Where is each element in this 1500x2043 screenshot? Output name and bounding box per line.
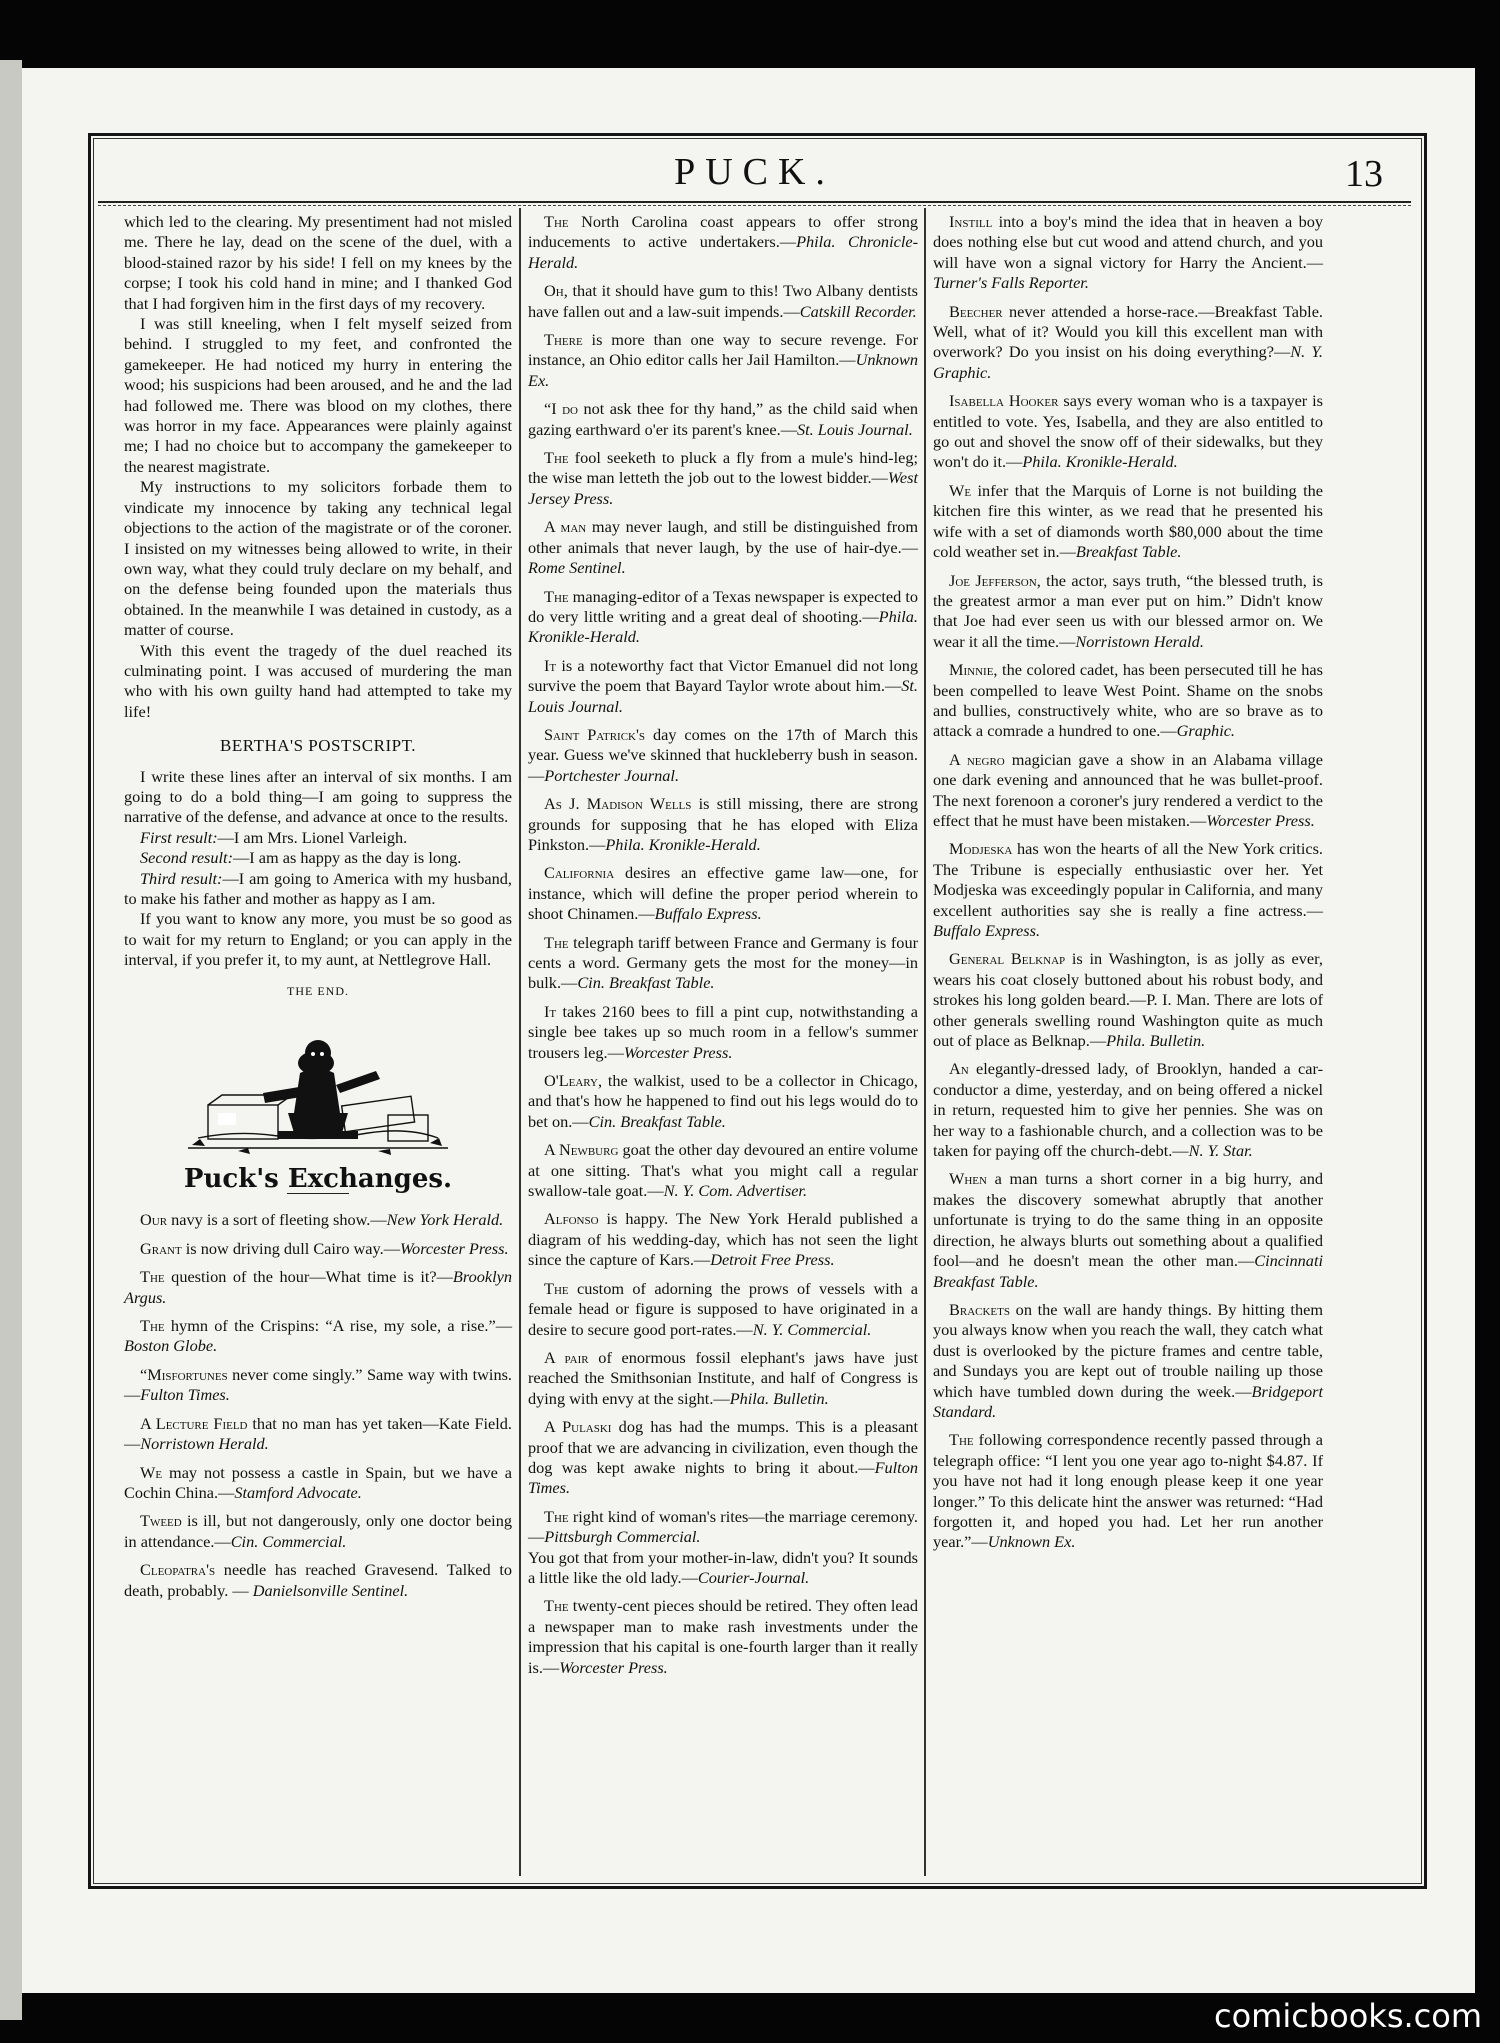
item-source: West Jersey Press. bbox=[528, 468, 918, 508]
item-lead: Alfonso bbox=[544, 1209, 599, 1229]
the-end: THE END. bbox=[287, 983, 349, 998]
exchange-item bbox=[933, 1300, 1323, 1422]
item-source: Unknown Ex. bbox=[987, 1532, 1076, 1552]
item-source: Turner's Falls Reporter. bbox=[933, 273, 1089, 293]
exchange-item bbox=[528, 517, 918, 578]
item-source: Fulton Times. bbox=[140, 1385, 230, 1405]
item-text: may never laugh, and still be distinguished from other animals that never laugh, by the use of hair-dye.— bbox=[528, 517, 919, 557]
exchange-item bbox=[933, 1430, 1323, 1552]
item-text: is still missing, there are strong grounds for supposing that he has eloped with Eliza Pinkston.— bbox=[528, 794, 919, 854]
exchange-item bbox=[528, 1071, 918, 1132]
item-text: custom of adorning the prows of vessels with a female head or figure is supposed to have originated in a desire to secure good port-rates.— bbox=[528, 1278, 918, 1339]
item-lead: O'Leary, bbox=[544, 1071, 603, 1091]
exchange-item bbox=[124, 1365, 512, 1406]
exchange-item bbox=[124, 1463, 512, 1504]
site-watermark: comicbooks.com bbox=[1213, 1997, 1482, 2035]
item-source: Worcester Press. bbox=[623, 1042, 733, 1062]
exchange-item bbox=[528, 794, 918, 855]
item-lead: Minnie, bbox=[949, 660, 998, 680]
item-source: N. Y. Graphic. bbox=[933, 342, 1323, 382]
item-text: dog has had the mumps. This is a pleasant proof that we are advancing in civilization, even though the dog was kept awake nights to bring it about.— bbox=[528, 1417, 918, 1477]
item-source: Norristown Herald. bbox=[140, 1434, 269, 1454]
result-label: Third result: bbox=[140, 868, 223, 888]
item-lead: The bbox=[140, 1267, 165, 1287]
exchange-item bbox=[124, 1316, 512, 1357]
item-lead: Joe Jefferson, bbox=[949, 570, 1041, 590]
item-lead: Oh, bbox=[544, 281, 568, 301]
item-text: the walkist, used to be a collector in Chicago, and that's how he happened to find out his legs would do to bet on.— bbox=[528, 1071, 918, 1131]
item-lead: Modjeska bbox=[949, 839, 1013, 859]
item-source: Phila. Bulletin. bbox=[1106, 1031, 1206, 1051]
exchange-item bbox=[528, 330, 918, 391]
item-text: may not possess a castle in Spain, but we have a Cochin China.— bbox=[124, 1462, 512, 1502]
item-text: never come singly.” Same way with twins.— bbox=[124, 1364, 512, 1405]
postscript-closing: If you want to know any more, you must be so good as to wait for my return to England; or you can apply in the interval, if you prefer it, to my aunt, at Nettlegrove Hall. bbox=[124, 909, 512, 970]
exchange-item bbox=[124, 1239, 512, 1259]
exchange-item bbox=[528, 448, 918, 509]
item-text: navy is a sort of fleeting show.— bbox=[167, 1210, 387, 1230]
item-lead: Beecher bbox=[949, 301, 1003, 321]
item-source: New York Herald. bbox=[386, 1210, 504, 1230]
column-divider bbox=[924, 208, 926, 1876]
item-source: N. Y. Commercial. bbox=[752, 1319, 872, 1339]
item-lead: A Pulaski bbox=[544, 1417, 612, 1437]
exchange-item bbox=[124, 1560, 512, 1601]
column-2 bbox=[528, 212, 918, 1686]
item-source: Boston Globe. bbox=[124, 1336, 218, 1356]
exchange-item bbox=[528, 1209, 918, 1270]
item-text: of enormous fossil elephant's jaws have just reached the Smithsonian Institute, and half of Congress is dying with envy at the sight.— bbox=[528, 1347, 918, 1408]
item-text: is now driving dull Cairo way.— bbox=[181, 1238, 400, 1258]
item-text: is in Washington, is as jolly as ever, wears his coat closely buttoned about his robust body, and strokes his long golden beard.—P. I. Man. There are lots of other generals swelling round Washington quite as much out of place as Belknap.— bbox=[933, 949, 1323, 1051]
exchange-item bbox=[528, 656, 918, 717]
item-source: Worcester Press. bbox=[399, 1238, 509, 1258]
item-source: Brooklyn Argus. bbox=[124, 1267, 512, 1307]
item-source: Breakfast Table. bbox=[1075, 542, 1182, 562]
item-source: Danielsonville Sentinel. bbox=[252, 1580, 409, 1600]
exchange-item bbox=[528, 1348, 918, 1409]
item-text: says every woman who is a taxpayer is entitled to vote. Yes, Isabella, and they are also entitled to go out and shovel the snow off of their sidewalks, but they won't do it.— bbox=[933, 391, 1324, 472]
item-source: Worcester Press. bbox=[1206, 810, 1315, 830]
item-source: N. Y. Star. bbox=[1188, 1141, 1253, 1161]
exchange-item bbox=[528, 1507, 918, 1548]
item-source: Rome Sentinel. bbox=[528, 558, 626, 578]
item-text: that it should have gum to this! Two Albany dentists have fallen out and a law-suit impends.— bbox=[528, 281, 918, 321]
item-lead: The bbox=[544, 212, 569, 231]
exchange-item bbox=[528, 399, 918, 440]
story-paragraph: With this event the tragedy of the duel reached its culminating point. I was accused of murdering the man who with his own guilty hand had attempted to take my life! bbox=[124, 640, 512, 721]
exchange-item bbox=[528, 1140, 918, 1201]
item-lead: We bbox=[949, 480, 972, 500]
item-lead: The bbox=[544, 448, 569, 468]
story-paragraph: which led to the clearing. My presentiment had not misled me. There he lay, dead on the scene of the duel, with a blood-stained razor by his side! I fell on my knees by the corpse; I took his cold hand in mine; and I thanked God that I had forgiven him in the first days of my recovery. bbox=[124, 212, 512, 313]
item-source: Portchester Journal. bbox=[544, 765, 680, 785]
item-source: Pittsburgh Commercial. bbox=[544, 1527, 701, 1547]
item-source: Phila. Kronikle-Herald. bbox=[605, 834, 761, 854]
item-text: desires an effective game law—one, for instance, which will define the proper period wherein to shoot Chinamen.— bbox=[528, 863, 918, 924]
item-source: Catskill Recorder. bbox=[799, 301, 917, 321]
item-lead: Our bbox=[140, 1210, 168, 1230]
item-source: Cin. Breakfast Table. bbox=[577, 973, 715, 993]
item-lead: When bbox=[949, 1169, 987, 1189]
item-lead: A pair bbox=[544, 1347, 589, 1367]
exchange-item-continued bbox=[528, 1548, 918, 1589]
item-source: Unknown Ex. bbox=[528, 350, 918, 390]
item-lead: The bbox=[544, 1596, 569, 1616]
column-divider bbox=[519, 208, 521, 1876]
item-source: N. Y. Com. Advertiser. bbox=[663, 1181, 808, 1201]
masthead bbox=[88, 150, 1421, 198]
exchange-item bbox=[933, 212, 1323, 294]
item-lead: It bbox=[544, 655, 557, 675]
item-lead: Instill bbox=[949, 212, 993, 231]
result-line bbox=[124, 828, 512, 848]
item-text: a man turns a short corner in a big hurry, and makes the discovery somewhat abruptly that another unfortunate is trying to do the same thing in an opposite direction, he always blurts out something about a qualified fool—and he doesn't mean the other man.— bbox=[933, 1169, 1323, 1271]
item-source: Phila. Kronikle-Herald. bbox=[528, 606, 918, 647]
item-source: Phila. Bulletin. bbox=[729, 1388, 829, 1408]
exchange-item bbox=[933, 1169, 1323, 1291]
exchanges-title: Puck's Exchanges. bbox=[183, 1164, 453, 1195]
exchange-item bbox=[528, 863, 918, 924]
item-source: Courier-Journal. bbox=[697, 1567, 810, 1587]
item-text: is more than one way to secure revenge. For instance, an Ohio editor calls her Jail Hamilton.— bbox=[528, 330, 918, 370]
item-lead: Saint Patrick's bbox=[544, 724, 646, 744]
column-3 bbox=[933, 212, 1323, 1561]
item-source: St. Louis Journal. bbox=[796, 419, 913, 439]
item-source: Norristown Herald. bbox=[1075, 631, 1204, 651]
item-lead: A Newburg bbox=[544, 1140, 619, 1160]
result-label: First result: bbox=[140, 827, 218, 847]
item-text: elegantly-dressed lady, of Brooklyn, handed a car-conductor a dime, yesterday, and on being offered a nickel in return, requested him to give her pennies. She was on her way to a fashionable church, and a collection was to be taken for paying off the church-debt.— bbox=[933, 1059, 1323, 1161]
item-lead: The bbox=[140, 1316, 165, 1336]
postscript-intro: I write these lines after an interval of six months. I am going to do a bold thing—I am going to suppress the narrative of the defense, and advance at once to the results. bbox=[124, 766, 512, 827]
item-lead: Tweed bbox=[140, 1511, 182, 1531]
item-lead: It bbox=[544, 1001, 557, 1021]
exchange-item bbox=[528, 587, 918, 648]
item-source: Buffalo Express. bbox=[654, 904, 762, 924]
item-lead: California bbox=[544, 863, 615, 883]
exchange-item bbox=[933, 481, 1323, 563]
item-source: Cin. Commercial. bbox=[230, 1531, 347, 1551]
exchange-item bbox=[528, 212, 918, 273]
item-source: St. Louis Journal. bbox=[528, 676, 918, 716]
exchange-item bbox=[528, 1002, 918, 1063]
item-text: You got that from your mother-in-law, didn't you? It sounds a little like the old lady.— bbox=[528, 1547, 918, 1587]
item-lead: An bbox=[949, 1059, 969, 1079]
item-lead: The bbox=[949, 1430, 974, 1450]
item-text: not ask thee for thy hand,” as the child said when gazing earthward o'er its parent's knee.— bbox=[528, 399, 919, 439]
item-source: Buffalo Express. bbox=[933, 921, 1041, 940]
result-text: —I am going to America with my husband, to make his father and mother as happy as I am. bbox=[124, 868, 512, 908]
item-text: fool seeketh to pluck a fly from a mule's hind-leg; the wise man letteth the job out to the lowest bidder.— bbox=[528, 448, 918, 488]
item-source: Worcester Press. bbox=[559, 1657, 668, 1677]
item-lead: Grant bbox=[140, 1238, 182, 1258]
exchange-item bbox=[933, 302, 1323, 384]
item-lead: A Lecture Field bbox=[140, 1413, 248, 1433]
item-text: the actor, says truth, “the blessed truth, is the greatest armor a man ever put on him.” Didn't know that Joe had ever seen us with our blessed armor on. We wear it all the time.— bbox=[933, 570, 1323, 651]
masthead-title: PUCK. bbox=[674, 151, 835, 193]
page-number: 13 bbox=[1345, 153, 1383, 195]
item-lead: A negro bbox=[949, 749, 1005, 769]
item-text: that no man has yet taken—Kate Field.— bbox=[124, 1413, 512, 1454]
item-text: day comes on the 17th of March this year. Guess we've skinned that huckleberry bush in season.— bbox=[528, 724, 919, 785]
item-lead: The bbox=[544, 1278, 569, 1298]
item-lead: “Misfortunes bbox=[140, 1364, 228, 1384]
story-paragraph: My instructions to my solicitors forbade them to vindicate my innocence by taking any technical legal objections to the action of the magistrate or of the coroner. I insisted on my witnesses being allowed to write, in their own way, what they could truly declare on my behalf, and on the defense being founded upon the materials thus obtained. In the meanwhile I was detained in custody, as a matter of course. bbox=[124, 477, 512, 640]
item-text: telegraph tariff between France and Germany is four cents a word. Germany gets the most for the money—in bulk.— bbox=[528, 932, 918, 993]
item-text: into a boy's mind the idea that in heaven a boy does nothing else but cut wood and attend church, and you will have won a signal victory for Harry the Ancient.— bbox=[933, 212, 1323, 272]
item-lead: Cleopatra's bbox=[140, 1560, 216, 1580]
item-text: North Carolina coast appears to offer strong inducements to active undertakers.— bbox=[528, 212, 918, 252]
exchange-item bbox=[528, 725, 918, 786]
item-text: has won the hearts of all the New York critics. The Tribune is especially enthusiastic over her. Yet Modjeska was exceedingly popular in California, and many excellent authorities say she is really a fine actress.— bbox=[933, 839, 1323, 920]
result-line bbox=[124, 848, 512, 868]
item-source: Fulton Times. bbox=[528, 1457, 918, 1498]
story-paragraph: I was still kneeling, when I felt myself seized from behind. I struggled to my feet, and confronted the gamekeeper. He had noticed my hurry in entering the wood; his suspicions had been aroused, and he and the lad had followed me. There was blood on my clothes, there was horror in my face. Appearances were plainly against me; I had no choice but to accompany the gamekeeper to the nearest magistrate. bbox=[124, 314, 512, 476]
item-text: takes 2160 bees to fill a pint cup, notwithstanding a single bee takes up so much room in a fellow's summer trousers leg.— bbox=[528, 1001, 918, 1062]
item-source: Cin. Breakfast Table. bbox=[588, 1111, 726, 1131]
exchange-item bbox=[124, 1511, 512, 1552]
item-lead: The bbox=[544, 586, 569, 606]
item-source: Stamford Advocate. bbox=[234, 1482, 362, 1502]
exchange-item bbox=[933, 1059, 1323, 1161]
item-lead: As J. Madison Wells bbox=[544, 794, 692, 814]
item-text: infer that the Marquis of Lorne is not building the kitchen fire this winter, as we read that he presented his wife with a set of diamonds worth $80,000 about the time cold weather set in.— bbox=[933, 480, 1323, 562]
exchange-item bbox=[528, 281, 918, 322]
item-text: following correspondence recently passed through a telegraph office: “I lent you one year ago to-night $4.87. If you have not had it long enough please keep it one year longer.” To this delicate hint the answer was returned: “Had forgotten it, and hoped you had. Let her run another year.”— bbox=[933, 1430, 1323, 1552]
item-text: needle has reached Gravesend. Talked to death, probably. — bbox=[124, 1560, 512, 1600]
item-lead: The bbox=[544, 1506, 569, 1526]
exchanges-illustration bbox=[168, 1013, 468, 1163]
exchanges-items bbox=[124, 1210, 512, 1601]
result-text: —I am Mrs. Lionel Varleigh. bbox=[217, 827, 408, 847]
story-continuation bbox=[124, 212, 512, 722]
result-label: Second result: bbox=[140, 848, 233, 868]
item-lead: Isabella Hooker bbox=[949, 391, 1059, 411]
exchange-item bbox=[528, 1596, 918, 1678]
postscript bbox=[124, 767, 512, 971]
item-text: never attended a horse-race.—Breakfast Table. Well, what of it? Would you kill this excellent man with overwork? Do you insist on his doing everything?— bbox=[933, 301, 1323, 362]
exchange-item bbox=[933, 571, 1323, 653]
item-text: on the wall are handy things. By hitting them you always know when you reach the wall, they catch what dust is overlooked by the picture frames and centre table, and Sundays you are kept out of trouble nailing up those which have tumbled down during the week.— bbox=[933, 1299, 1323, 1401]
item-text: question of the hour—What time is it?— bbox=[164, 1267, 453, 1287]
item-lead: A man bbox=[544, 517, 587, 537]
item-source: Phila. Kronikle-Herald. bbox=[1022, 452, 1178, 472]
exchange-item bbox=[124, 1210, 512, 1230]
exchange-item bbox=[933, 391, 1323, 473]
item-text: the colored cadet, has been persecuted till he has been compelled to leave West Point. Shame on the snobs and bullies, constructively white, who are so brave as to attack a comrade a hundred to one.— bbox=[933, 660, 1323, 741]
item-text: right kind of woman's rites—the marriage ceremony.— bbox=[528, 1506, 918, 1547]
item-text: goat the other day devoured an entire volume at one sitting. That's what you might call a regular swallow-tale goat.— bbox=[528, 1140, 918, 1201]
item-text: is a noteworthy fact that Victor Emanuel did not long survive the poem that Bayard Taylor wrote about him.— bbox=[528, 655, 918, 696]
exchange-item bbox=[528, 1417, 918, 1499]
masthead-rule bbox=[98, 201, 1411, 206]
item-text: twenty-cent pieces should be retired. They often lead a newspaper man to make rash investments under the impression that his capital is one-fourth larger than it really is.— bbox=[528, 1596, 918, 1677]
exchange-item bbox=[528, 1279, 918, 1340]
result-text: —I am as happy as the day is long. bbox=[233, 848, 462, 868]
exchange-item bbox=[933, 949, 1323, 1051]
column-1 bbox=[124, 212, 512, 1609]
item-source: Phila. Chronicle-Herald. bbox=[528, 232, 918, 272]
exchange-item bbox=[933, 750, 1323, 832]
item-text: magician gave a show in an Alabama village one dark evening and announced that he was bullet-proof. The next forenoon a coroner's jury rendered a verdict to the effect that he must have been mistaken.— bbox=[933, 749, 1323, 830]
item-lead: We bbox=[140, 1462, 163, 1482]
item-source: Bridgeport Standard. bbox=[933, 1381, 1323, 1421]
item-lead: Brackets bbox=[949, 1299, 1010, 1319]
item-text: is happy. The New York Herald published a diagram of his wedding-day, which has not seen the light since the capture of Kars.— bbox=[528, 1209, 918, 1270]
postscript-heading: BERTHA'S POSTSCRIPT. bbox=[220, 736, 416, 756]
item-source: Graphic. bbox=[1176, 721, 1236, 741]
exchange-item bbox=[124, 1414, 512, 1455]
item-lead: “I do bbox=[544, 399, 579, 419]
item-source: Cincinnati Breakfast Table. bbox=[933, 1251, 1323, 1291]
item-lead: There bbox=[544, 330, 583, 350]
result-line bbox=[124, 869, 512, 910]
item-lead: General Belknap bbox=[949, 949, 1066, 969]
item-lead: The bbox=[544, 932, 569, 952]
exchange-item bbox=[933, 839, 1323, 941]
exchange-item bbox=[933, 660, 1323, 742]
facing-page-edge bbox=[0, 60, 22, 2020]
exchange-item bbox=[124, 1267, 512, 1308]
item-text: hymn of the Crispins: “A rise, my sole, a rise.”— bbox=[164, 1316, 512, 1336]
item-source: Detroit Free Press. bbox=[710, 1250, 835, 1270]
item-text: managing-editor of a Texas newspaper is expected to do very little writing and a great deal of shooting.— bbox=[528, 586, 918, 626]
exchange-item bbox=[528, 933, 918, 994]
item-text: is ill, but not dangerously, only one doctor being in attendance.— bbox=[124, 1511, 512, 1551]
